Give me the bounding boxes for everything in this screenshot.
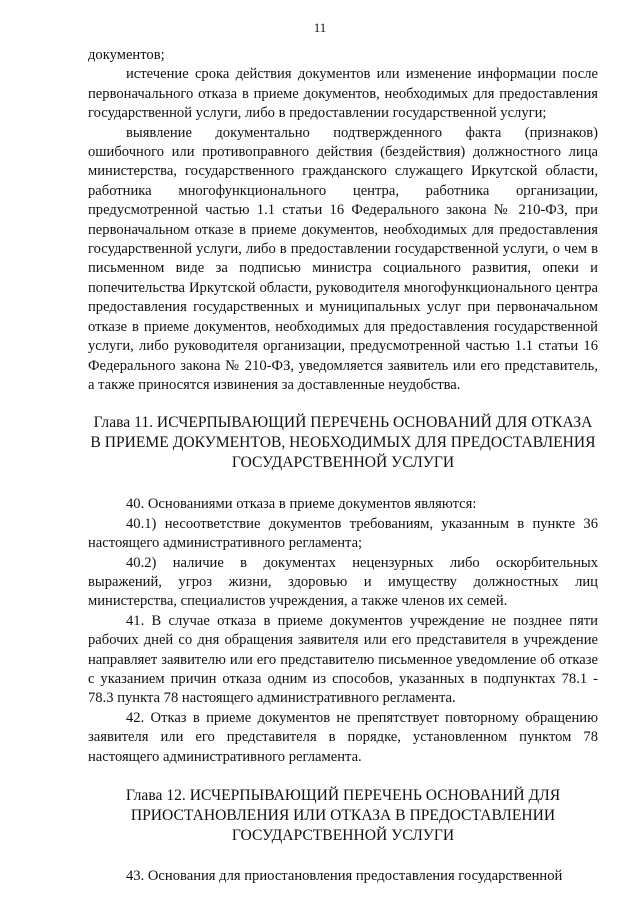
page-number: 11 xyxy=(313,20,327,35)
paragraph-documents-end: документов; xyxy=(88,47,165,63)
paragraph-42: 42. Отказ в приеме документов не препятствует повторному обращению заявителя или его представителя в порядке, установленном пунктом 78 настоящего административного регламента. xyxy=(88,709,598,765)
chapter-11-heading: Глава 11. ИСЧЕРПЫВАЮЩИЙ ПЕРЕЧЕНЬ ОСНОВАНИЙ ДЛЯ ОТКАЗА В ПРИЕМЕ ДОКУМЕНТОВ, НЕОБХОДИМЫХ ДЛЯ ПРЕДОСТАВЛЕНИЯ ГОСУДАРСТВЕННОЙ УСЛУГИ xyxy=(90,414,596,472)
paragraph-43: 43. Основания для приостановления предоставления государственной xyxy=(126,868,563,884)
document-body xyxy=(88,46,598,886)
chapter-12-heading: Глава 12. ИСЧЕРПЫВАЮЩИЙ ПЕРЕЧЕНЬ ОСНОВАНИЙ ДЛЯ ПРИОСТАНОВЛЕНИЯ ИЛИ ОТКАЗА В ПРЕДОСТАВЛЕНИИ ГОСУДАРСТВЕННОЙ УСЛУГИ xyxy=(125,787,561,844)
paragraph-40: 40. Основаниями отказа в приеме документов являются: xyxy=(126,496,477,513)
paragraph-40-2: 40.2) наличие в документах нецензурных либо оскорбительных выражений, угроз жизни, здоровью и имуществу должностных лиц министерства, специалистов учреждения, а также членов их семей. xyxy=(88,554,598,610)
paragraph-40-1: 40.1) несоответствие документов требованиям, указанным в пункте 36 настоящего административного регламента; xyxy=(88,515,598,552)
paragraph-41: 41. В случае отказа в приеме документов учреждение не позднее пяти рабочих дней со дня обращения заявителя или его представителя в учреждение направляет заявителю или его представителю письменное уведомление об отказе с указанием причин отказа одним из способов, указанных в подпунктах 78.1 - 78.3 пункта 78 настоящего административного регламента. xyxy=(88,612,598,707)
paragraph-expiry: истечение срока действия документов или изменение информации после первоначального отказа в приеме документов, необходимых для предоставления государственной услуги, либо в предоставлении государственной услуги; xyxy=(88,66,598,122)
paragraph-error-detection: выявление документально подтвержденного факта (признаков) ошибочного или противоправного действия (бездействия) должностного лица министерства, государственного гражданского служащего Иркутской области, работника многофункционального центра, работника организации, предусмотренной частью 1.1 статьи 16 Федерального закона № 210-ФЗ, при первоначальном отказе в приеме документов, необходимых для предоставления государственной услуги, либо в предоставлении государственной услуги, о чем в письменном виде за подписью министра социального развития, опеки и попечительства Иркутской области, руководителя многофункционального центра предоставления государственных и муниципальных услуг при первоначальном отказе в приеме документов, необходимых для предоставления государственной услуги, либо руководителя организации, предусмотренной частью 1.1 статьи 16 Федерального закона № 210-ФЗ, уведомляется заявитель или его представитель, а также приносятся извинения за доставленные неудобства. xyxy=(88,124,598,393)
